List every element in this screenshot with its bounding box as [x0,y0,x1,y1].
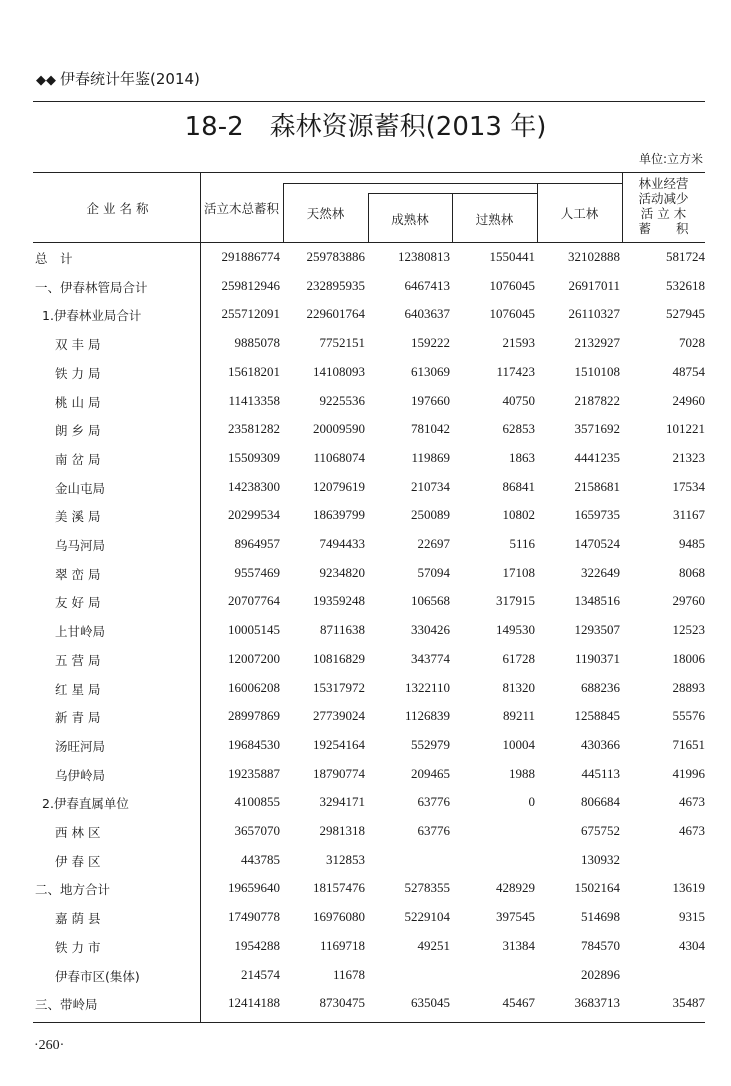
row-name: 美 溪 局 [55,509,101,525]
row-value: 806684 [581,794,620,810]
row-value: 106568 [411,593,450,609]
row-value: 5229104 [404,909,450,925]
row-value: 12079619 [313,478,365,494]
row-value: 1190371 [574,650,620,666]
row-value: 28893 [672,679,705,695]
table-row [35,823,705,851]
header-reduced [622,176,705,236]
row-value: 10004 [502,736,535,752]
row-value: 55576 [672,708,705,724]
row-value: 1322110 [404,679,450,695]
row-value: 21593 [502,335,535,351]
row-value: 7494433 [319,536,365,551]
row-value: 22697 [417,536,450,551]
row-value: 443785 [241,851,280,867]
row-value: 781042 [411,421,450,437]
row-value: 89211 [502,708,535,724]
row-value: 0 [528,794,535,810]
row-value: 1169718 [319,937,365,953]
row-value: 19659640 [228,880,280,896]
row-value: 7752151 [319,335,365,351]
row-value: 8068 [679,564,705,580]
row-value: 8711638 [319,622,365,638]
row-value: 2187822 [574,392,620,408]
row-name: 伊 春 区 [55,853,101,869]
row-name: 友 好 局 [55,595,101,611]
row-value: 229601764 [306,306,365,322]
table-row [35,766,705,794]
table-row [35,651,705,679]
row-value: 31167 [672,507,705,523]
row-value: 41996 [672,765,705,781]
row-value: 428929 [496,880,535,896]
row-name: 五 营 局 [55,652,101,668]
row-value: 5116 [509,536,535,551]
row-value: 397545 [496,909,535,925]
row-value: 1550441 [489,249,535,264]
row-value: 1076045 [489,306,535,322]
row-value: 1076045 [489,277,535,293]
row-value: 1988 [509,765,535,781]
row-value: 24960 [672,392,705,408]
row-value: 532618 [666,277,705,293]
row-name: 乌伊岭局 [55,767,106,783]
row-name: 桃 山 局 [55,394,101,410]
row-value: 15618201 [228,363,280,379]
row-value: 312853 [326,851,365,867]
page-number: ·260· [34,1038,65,1053]
row-value: 4100855 [234,794,280,810]
table-row [35,737,705,765]
table-row [35,967,705,995]
row-value: 62853 [502,421,535,437]
table-row [35,622,705,650]
row-value: 14108093 [313,363,365,379]
row-value: 5278355 [404,880,450,896]
header-rule [33,101,705,102]
row-value: 86841 [502,478,535,494]
row-value: 3294171 [319,794,365,810]
row-value: 2132927 [574,335,620,351]
row-value: 6467413 [404,277,450,293]
row-value: 7028 [679,335,705,351]
row-name: 1.伊春林业局合计 [42,308,142,324]
row-value: 250089 [411,507,450,523]
page-title: 18-2 森林资源蓄积(2013 年) [184,112,547,142]
row-value: 527945 [666,306,705,322]
row-value: 11068074 [313,449,365,465]
table-row [35,421,705,449]
row-value: 232895935 [306,277,365,293]
row-name: 2.伊春直属单位 [42,796,129,812]
row-value: 202896 [581,966,620,982]
row-value: 4441235 [574,449,620,465]
table-row [35,852,705,880]
table-row [35,880,705,908]
row-value: 45467 [502,995,535,1011]
row-value: 20009590 [313,421,365,437]
row-value: 4304 [679,937,705,953]
table-row [35,364,705,392]
row-value: 255712091 [221,306,280,322]
table-row [35,593,705,621]
row-value: 23581282 [228,421,280,437]
running-header [36,68,200,89]
row-value: 3571692 [574,421,620,437]
unit-label: 单位:立方米 [638,152,703,166]
table-row [35,938,705,966]
row-name: 铁 力 局 [55,365,101,381]
header-reduced-line: 蓄 积 [638,221,689,236]
row-value: 197660 [411,392,450,408]
row-value: 119869 [411,449,450,465]
header-rule-natural-planted [283,183,622,184]
row-value: 1293507 [574,622,620,638]
table-row [35,249,705,277]
row-value: 1258845 [574,708,620,724]
row-value: 9225536 [319,392,365,408]
table-row [35,306,705,334]
row-value: 1863 [509,449,535,465]
row-value: 10816829 [313,650,365,666]
row-value: 18006 [672,650,705,666]
header-natural: 天然林 [306,206,345,221]
row-name: 西 林 区 [55,825,101,840]
row-value: 322649 [581,564,620,580]
row-value: 291886774 [221,249,280,264]
row-value: 209465 [411,765,450,781]
row-value: 12007200 [228,650,280,666]
row-value: 63776 [417,823,450,838]
row-name: 总 计 [35,251,73,266]
row-value: 40750 [502,392,535,408]
row-value: 12380813 [398,249,450,264]
row-value: 552979 [411,736,450,752]
running-header-text: 伊春统计年鉴(2014) [60,70,200,88]
row-value: 71651 [672,736,705,752]
row-name: 红 星 局 [55,681,101,697]
row-value: 1470524 [574,536,620,551]
row-value: 8730475 [319,995,365,1011]
row-value: 12523 [672,622,705,638]
row-value: 3657070 [234,823,280,838]
row-name: 朗 乡 局 [55,423,101,439]
row-value: 11413358 [228,392,280,408]
row-value: 159222 [411,335,450,351]
row-value: 4673 [679,823,705,838]
header-reduced-line: 活 立 木 [640,206,687,221]
table-row [35,450,705,478]
row-name: 南 岔 局 [55,451,101,467]
row-value: 20707764 [228,593,280,609]
diamond-marker-icon: ◆◆ [36,73,56,88]
row-value: 9557469 [234,564,280,580]
row-value: 635045 [411,995,450,1011]
table-row [35,995,705,1023]
row-value: 19684530 [228,736,280,752]
table-row [35,565,705,593]
row-value: 4673 [679,794,705,810]
row-value: 688236 [581,679,620,695]
row-value: 1954288 [234,937,280,953]
row-value: 15509309 [228,449,280,465]
row-value: 613069 [411,363,450,379]
row-name: 伊春市区(集体) [55,968,140,984]
row-value: 14238300 [228,478,280,494]
row-value: 27739024 [313,708,365,724]
table-top-rule [33,172,705,173]
row-value: 259783886 [306,249,365,264]
table-row [35,536,705,564]
row-value: 12414188 [228,995,280,1011]
row-value: 49251 [417,937,450,953]
row-value: 149530 [496,622,535,638]
row-value: 18790774 [313,765,365,781]
table-row [35,794,705,822]
row-value: 11678 [332,966,365,982]
row-value: 19254164 [313,736,365,752]
table-row [35,479,705,507]
row-value: 6403637 [404,306,450,322]
row-value: 29760 [672,593,705,609]
row-name: 二、地方合计 [35,882,111,898]
header-reduced-line: 林业经营 [638,176,689,191]
row-value: 3683713 [574,995,620,1011]
row-value: 10005145 [228,622,280,638]
header-bottom-rule [33,242,705,243]
row-value: 1502164 [574,880,620,896]
header-reduced-line: 活动减少 [638,191,689,206]
row-value: 214574 [241,966,280,982]
row-name: 一、伊春林管局合计 [35,279,148,295]
row-value: 430366 [581,736,620,752]
row-name: 三、带岭局 [35,997,98,1013]
row-value: 28997869 [228,708,280,724]
row-value: 9485 [679,536,705,551]
row-value: 2981318 [319,823,365,838]
table-row [35,708,705,736]
row-value: 675752 [581,823,620,838]
table-row [35,335,705,363]
row-value: 20299534 [228,507,280,523]
row-value: 210734 [411,478,450,494]
row-value: 26110327 [568,306,620,322]
row-value: 17534 [672,478,705,494]
header-name: 企 业 名 称 [86,201,149,216]
row-value: 18639799 [313,507,365,523]
row-name: 翠 峦 局 [55,566,101,582]
row-value: 32102888 [568,249,620,264]
row-value: 317915 [496,593,535,609]
row-value: 514698 [581,909,620,925]
row-name: 乌马河局 [55,538,106,553]
row-value: 9885078 [234,335,280,351]
row-value: 57094 [417,564,450,580]
row-value: 581724 [666,249,705,264]
row-value: 10802 [502,507,535,523]
table-row [35,680,705,708]
header-overmature: 过熟林 [475,212,514,227]
row-value: 343774 [411,650,450,666]
row-value: 101221 [666,421,705,437]
table-row [35,278,705,306]
header-planted: 人工林 [560,206,599,221]
row-name: 汤旺河局 [55,738,106,754]
row-name: 双 丰 局 [55,337,101,353]
row-value: 61728 [502,650,535,666]
row-name: 金山屯局 [55,480,106,496]
row-value: 19359248 [313,593,365,609]
row-name: 铁 力 市 [55,939,101,955]
row-name: 嘉 荫 县 [55,911,101,927]
row-value: 8964957 [234,536,280,551]
row-value: 9315 [679,909,705,925]
row-value: 445113 [581,765,620,781]
row-value: 1126839 [404,708,450,724]
row-value: 330426 [411,622,450,638]
row-value: 63776 [417,794,450,810]
header-total: 活立木总蓄积 [203,201,279,216]
row-value: 17108 [502,564,535,580]
row-value: 31384 [502,937,535,953]
table-row [35,909,705,937]
row-value: 784570 [581,937,620,953]
row-value: 259812946 [221,277,280,293]
row-value: 16006208 [228,679,280,695]
row-value: 2158681 [574,478,620,494]
row-name: 上甘岭局 [55,624,106,640]
row-value: 117423 [496,363,535,379]
row-value: 1348516 [574,593,620,609]
table-row [35,393,705,421]
row-value: 13619 [672,880,705,896]
row-value: 81320 [502,679,535,695]
row-value: 9234820 [319,564,365,580]
row-value: 48754 [672,363,705,379]
row-value: 1510108 [574,363,620,379]
row-value: 16976080 [313,909,365,925]
row-value: 26917011 [568,277,620,293]
row-value: 1659735 [574,507,620,523]
row-name: 新 青 局 [55,710,101,726]
table-row [35,507,705,535]
row-value: 21323 [672,449,705,465]
header-mature: 成熟林 [391,212,429,227]
row-value: 19235887 [228,765,280,781]
row-value: 15317972 [313,679,365,695]
row-value: 130932 [581,851,620,867]
row-value: 18157476 [313,880,365,896]
row-value: 35487 [672,995,705,1011]
row-value: 17490778 [228,909,280,925]
